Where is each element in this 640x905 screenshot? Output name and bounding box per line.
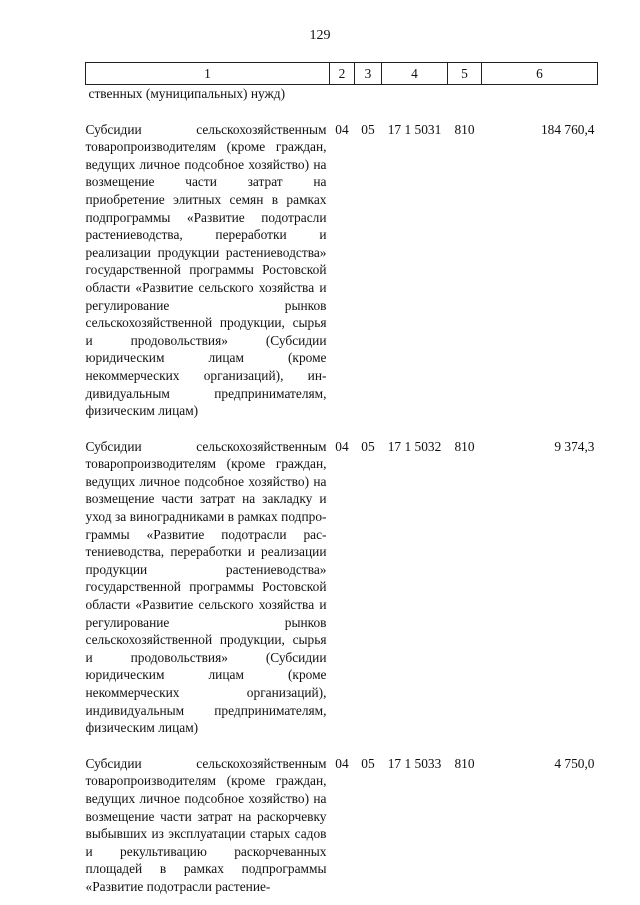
header-col-4: 4 [382,63,448,85]
row-description: Субсидии сельскохозяйственным товаропроизводителям (кроме граждан, ведущих личное подсобное хозяйство) на возмещение части затрат на раскорчевку выбывших из эксплуатации старых садов и рекультивацию раскорчеванных площадей в рамках подпрограммы «Развитие подотрасли растение- [85,755,327,894]
row-subsection-code: 05 [361,121,375,137]
row-expense-type-code: 810 [454,438,475,454]
row-section-code: 04 [335,755,349,771]
row-expense-type-code: 810 [454,121,475,137]
table-row [86,103,598,420]
row-expense-type-code: 810 [454,755,475,771]
row-section-code: 04 [335,121,349,137]
row-subsection-code: 05 [361,438,375,454]
row-target-code: 17 1 5033 [387,755,442,771]
header-col-1: 1 [86,63,330,85]
page-number: 129 [309,28,331,43]
table-row [86,420,598,737]
header-col-3: 3 [355,63,382,85]
row-subsection-code: 05 [361,755,375,771]
header-col-5: 5 [448,63,482,85]
continuation-text: ственных (муниципальных) нужд) [88,86,286,101]
row-description: Субсидии сельскохозяйственным товаропроизводителям (кроме граждан, ведущих личное подсобное хозяйство) на возмещение части затрат на закладку и уход за виноградниками в рамках подпрограммы «Развитие подотрасли растениеводства, переработки и реализации продукции растениеводства» государственной программы Ростовской области «Развитие сельского хозяйства и регулирование рынков сельскохозяйственной продукции, сырья и продовольствия» (Субсидии юридическим лицам (кроме некоммерческих организаций), индивидуальным предпринимателям, физическим лицам) [85,438,327,736]
row-amount: 184 760,4 [540,121,595,137]
header-col-2: 2 [330,63,355,85]
row-target-code: 17 1 5032 [387,438,442,454]
row-amount: 4 750,0 [554,755,595,771]
row-amount: 9 374,3 [554,438,595,454]
table-row [86,737,598,896]
row-section-code: 04 [335,438,349,454]
table-row-continuation [86,85,598,103]
table-header [86,63,598,85]
row-description: Субсидии сельскохозяйственным товаропроизводителям (кроме граждан, ведущих личное подсобное хозяйство) на возмещение части затрат на приобретение элитных семян в рамках подпрограммы «Развитие подотрасли растениеводства, переработки и реализации продукции растениеводства» государственной программы Ростовской области «Развитие сельского хозяйства и регулирование рынков сельскохозяйственной продукции, сырья и продовольствия» (Субсидии юридическим лицам (кроме некоммерческих организаций), индивидуальным предпринимателям, физическим лицам) [85,121,327,419]
budget-table [85,62,598,896]
header-col-6: 6 [482,63,598,85]
row-target-code: 17 1 5031 [387,121,442,137]
